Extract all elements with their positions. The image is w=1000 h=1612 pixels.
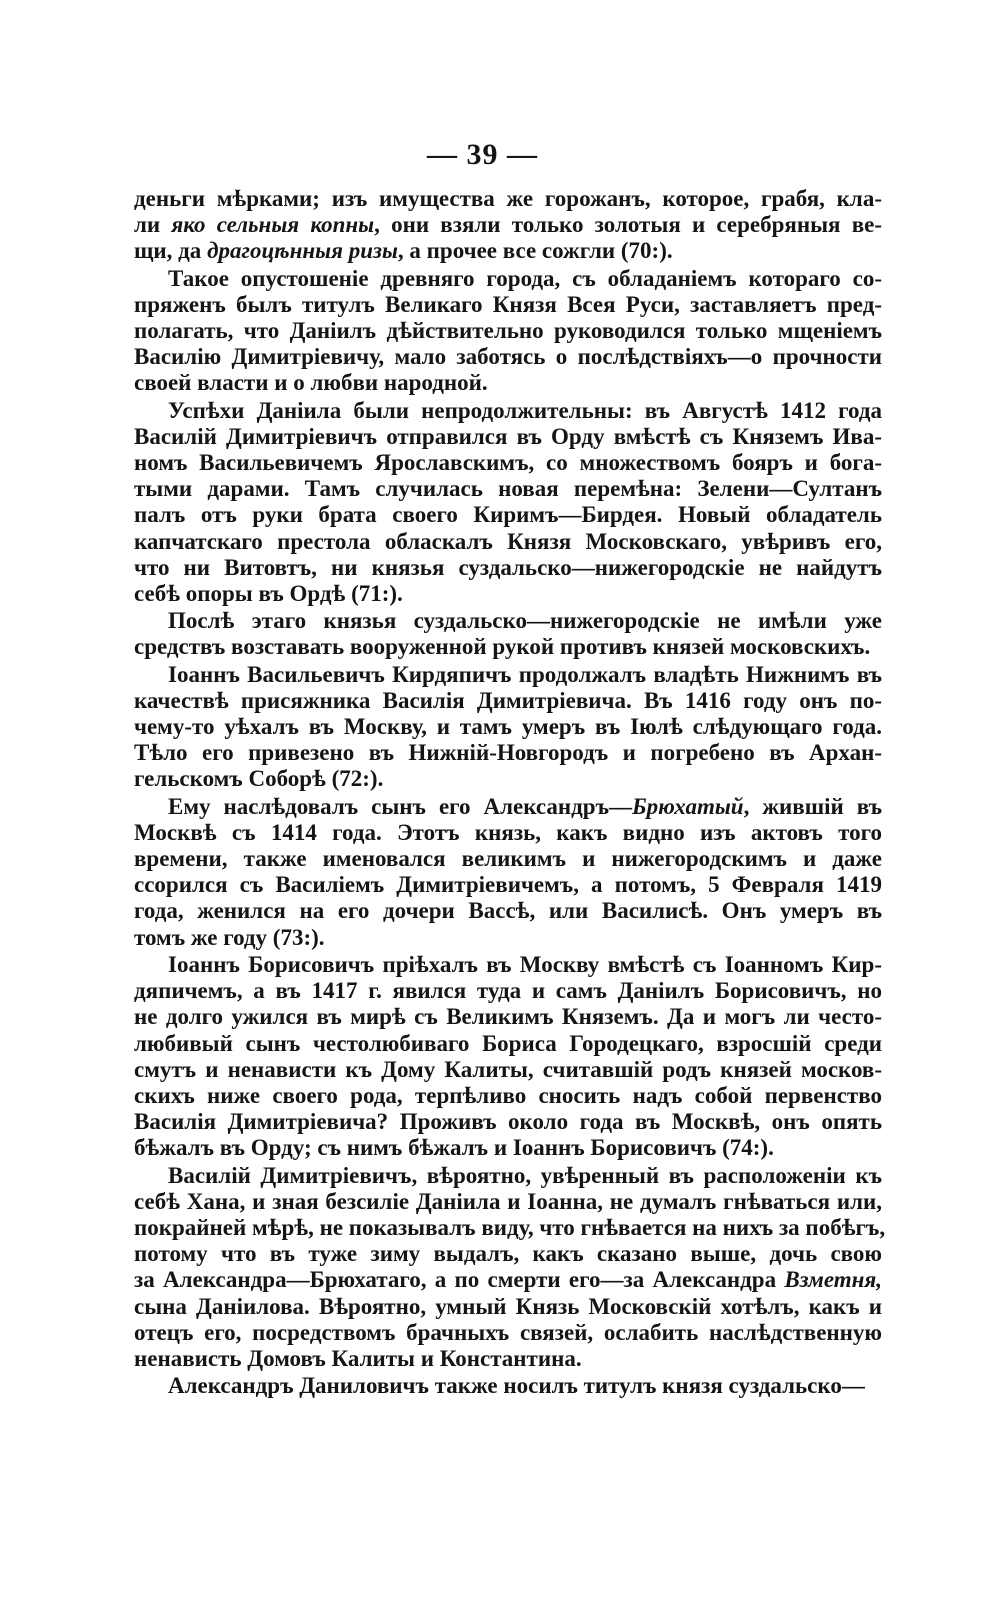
- text-line: [100, 1163, 882, 1189]
- text-line: [100, 318, 882, 344]
- text-run: томъ же году (73:).: [134, 924, 325, 950]
- text-line: [100, 1214, 886, 1241]
- text-run: своей власти и о любви народной.: [134, 370, 488, 396]
- text-run: бѣжалъ въ Орду; съ нимъ бѣжалъ и Іоаннъ Борисовичъ (74:).: [134, 1135, 774, 1161]
- text-line: [100, 608, 882, 634]
- text-run: Ему наслѣдовалъ сынъ его Александръ—: [168, 793, 632, 819]
- text-run: Василію Димитріевичу, мало заботясь о послѣдствіяхъ—о прочности: [134, 344, 882, 370]
- text-line: [100, 186, 882, 212]
- text-run: Іоаннъ Васильевичъ Кирдяпичъ продолжалъ владѣть Нижнимъ въ: [168, 661, 882, 687]
- text-line: [100, 1320, 882, 1346]
- text-line: [100, 1241, 882, 1267]
- paragraph: [100, 608, 882, 660]
- text-run: Александръ Даниловичъ также носилъ титулъ князя суздальско—: [168, 1373, 865, 1399]
- text-line: [100, 898, 882, 924]
- text-line: [100, 1135, 882, 1161]
- paragraph: [100, 794, 882, 951]
- text-run: ссорился съ Василіемъ Димитріевичемъ, а потомъ, 5 Февраля 1419: [134, 872, 882, 898]
- text-line: [100, 1083, 882, 1109]
- text-line: [100, 398, 882, 424]
- text-run: потому что въ туже зиму выдалъ, какъ сказано выше, дочь свою: [134, 1241, 882, 1267]
- text-run: деньги мѣрками; изъ имущества же горожанъ, которое, грабя, кла-: [134, 186, 882, 211]
- text-run: капчатскаго престола обласкалъ Князя Московскаго, увѣривъ его,: [134, 528, 882, 554]
- text-run: года, женился на его дочери Вассѣ, или Василисѣ. Онъ умеръ въ: [134, 898, 882, 924]
- text-line: [100, 292, 882, 318]
- paragraph: [100, 662, 882, 793]
- text-run: , они взяли только золотыя и серебряныя ве-: [374, 212, 882, 238]
- text-run: Успѣхи Даніила были непродолжительны: въ Августѣ 1412 года: [168, 397, 882, 423]
- text-run: что ни Витовтъ, ни князья суздальско—нижегородскіе не найдутъ: [134, 554, 882, 580]
- text-run: любивый сынъ честолюбиваго Бориса Городецкаго, взросшій среди: [134, 1030, 882, 1056]
- text-run: Москвѣ съ 1414 года. Этотъ князь, какъ видно изъ актовъ того: [134, 819, 882, 845]
- text-run: скихъ ниже своего рода, терпѣливо сносить надъ собой первенство: [134, 1082, 882, 1108]
- text-line: [100, 766, 882, 792]
- text-line: [100, 978, 882, 1004]
- text-line: [100, 872, 882, 898]
- page-number: — 39 —: [427, 138, 538, 171]
- text-line: [100, 555, 882, 581]
- text-line: [100, 344, 882, 370]
- italic-run: Брюхатый: [632, 793, 744, 819]
- text-run: гельскомъ Соборѣ (72:).: [134, 766, 384, 792]
- text-line: [100, 581, 882, 607]
- text-run: пряженъ былъ титулъ Великаго Князя Всея Руси, заставляетъ пред-: [134, 291, 882, 317]
- text-run: себѣ Хана, и зная безсиліе Даніила и Іоанна, не думалъ гнѣваться или,: [134, 1188, 882, 1214]
- text-run: себѣ опоры въ Ордѣ (71:).: [134, 581, 403, 607]
- text-run: , жившій въ: [743, 793, 882, 819]
- text-line: [100, 1373, 882, 1399]
- text-line: [100, 1189, 882, 1215]
- text-line: [100, 1267, 882, 1293]
- text-line: [100, 714, 882, 740]
- text-line: [100, 370, 882, 396]
- italic-run: Взметня,: [784, 1267, 882, 1293]
- paragraph: [100, 952, 882, 1162]
- text-run: покрайней мѣрѣ, не показывалъ виду, что гнѣвается на нихъ за побѣгъ,: [134, 1214, 886, 1240]
- text-run: дяпичемъ, а въ 1417 г. явился туда и самъ Даніилъ Борисовичъ, но: [134, 978, 882, 1004]
- text-run: Іоаннъ Борисовичъ пріѣхалъ въ Москву вмѣстѣ съ Іоанномъ Кир-: [168, 951, 882, 977]
- text-run: за Александра—Брюхатаго, а по смерти его—за Александра: [134, 1267, 785, 1293]
- text-run: Василій Димитріевичъ отправился въ Орду вмѣстѣ съ Княземъ Ива-: [134, 423, 882, 449]
- italic-run: яко сельныя копны: [171, 212, 375, 238]
- text-run: чему-то уѣхалъ въ Москву, и тамъ умеръ въ Іюлѣ слѣдующаго года.: [134, 714, 882, 740]
- text-run: номъ Васильевичемъ Ярославскимъ, со множествомъ бояръ и бога-: [134, 450, 882, 476]
- text-line: [100, 424, 882, 450]
- text-run: качествѣ присяжника Василія Димитріевича. Въ 1416 году онъ по-: [134, 687, 882, 713]
- text-line: [100, 529, 882, 555]
- text-run: щи, да: [134, 238, 208, 264]
- text-run: сына Даніилова. Вѣроятно, умный Князь Московскій хотѣлъ, какъ и: [134, 1293, 882, 1319]
- text-line: [100, 820, 882, 846]
- text-run: полагать, что Даніилъ дѣйствительно руководился только мщеніемъ: [134, 318, 882, 344]
- text-run: Тѣло его привезено въ Нижній-Новгородъ и погребено въ Архан-: [134, 740, 882, 766]
- text-run: Василій Димитріевичъ, вѣроятно, увѣренный въ расположеніи къ: [168, 1162, 882, 1188]
- paragraph: [100, 1162, 886, 1373]
- text-line: [100, 1031, 882, 1057]
- text-run: не долго ужился въ мирѣ съ Великимъ Княземъ. Да и могъ ли често-: [134, 1004, 882, 1030]
- text-line: [100, 1294, 882, 1320]
- text-run: Василія Димитріевича? Проживъ около года въ Москвѣ, онъ опять: [134, 1109, 882, 1135]
- text-line: [100, 1346, 882, 1372]
- text-line: [100, 1004, 882, 1030]
- text-line: [100, 925, 882, 951]
- text-line: [100, 846, 882, 872]
- paragraph: [100, 186, 882, 265]
- text-run: времени, также именовался великимъ и нижегородскимъ и даже: [134, 846, 882, 872]
- text-run: Послѣ этаго князья суздальско—нижегородскіе не имѣли уже: [168, 608, 882, 634]
- text-run: средствъ возставать вооруженной рукой противъ князей московскихъ.: [134, 634, 871, 660]
- text-line: [100, 212, 882, 238]
- text-line: [100, 634, 882, 660]
- text-line: [100, 1057, 882, 1083]
- text-line: [100, 662, 882, 688]
- text-line: [100, 238, 882, 264]
- text-line: [100, 450, 882, 476]
- text-run: , а прочее все сожгли (70:).: [397, 238, 673, 264]
- text-run: ли: [134, 212, 172, 238]
- text-run: смутъ и ненависти къ Дому Калиты, считавшій родъ князей москов-: [134, 1056, 882, 1082]
- text-run: Такое опустошеніе древняго города, съ обладаніемъ котораго со-: [168, 265, 882, 291]
- paragraph: [100, 398, 882, 608]
- text-line: [100, 794, 882, 820]
- text-run: тыми дарами. Тамъ случилась новая перемѣна: Зелени—Султанъ: [134, 476, 882, 502]
- text-line: [100, 688, 882, 714]
- text-line: [100, 476, 882, 502]
- italic-run: драгоцѣнныя ризы: [207, 238, 398, 264]
- text-run: отецъ его, посредствомъ брачныхъ связей, ослабить наслѣдственную: [134, 1319, 882, 1345]
- text-line: [100, 740, 882, 766]
- text-run: ненависть Домовъ Калиты и Константина.: [134, 1345, 582, 1371]
- body-text: [100, 186, 886, 1400]
- paragraph: [100, 1373, 882, 1399]
- paragraph: [100, 266, 882, 397]
- text-line: [100, 952, 882, 978]
- text-line: [100, 266, 882, 292]
- text-line: [100, 502, 882, 528]
- text-line: [100, 1109, 882, 1135]
- text-run: палъ отъ руки брата своего Киримъ—Бирдея. Новый обладатель: [134, 502, 882, 528]
